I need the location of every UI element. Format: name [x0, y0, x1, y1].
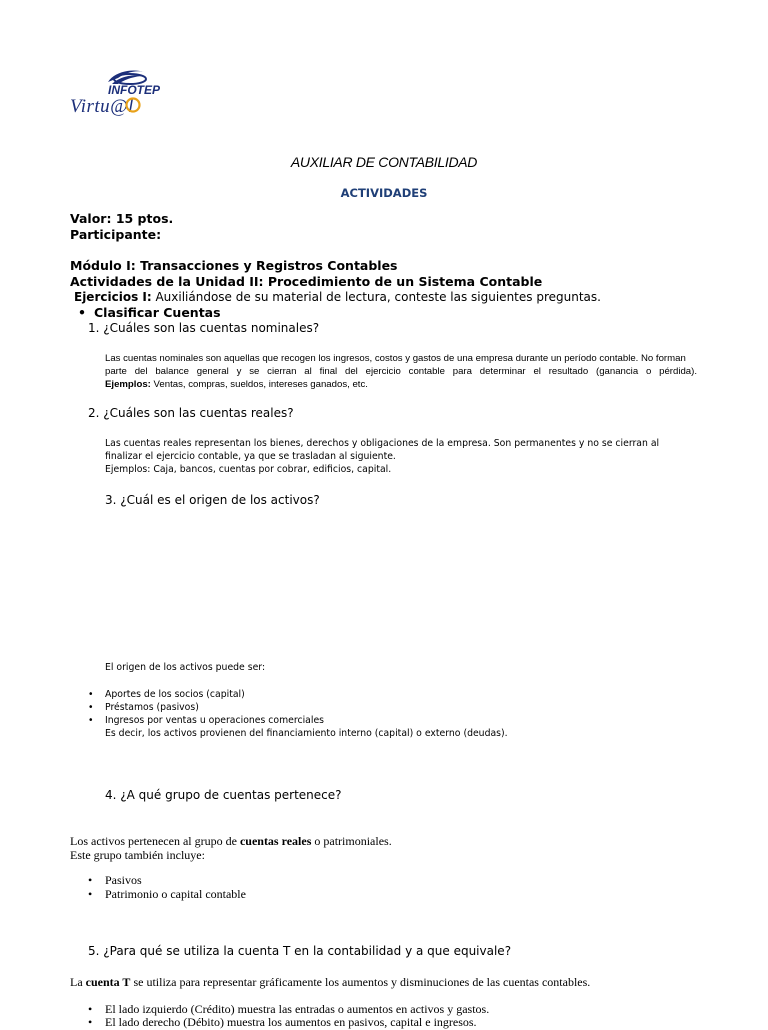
- question-1: 1. ¿Cuáles son las cuentas nominales?: [88, 321, 320, 335]
- q1-examples: [105, 379, 368, 390]
- q3-item-3-text: Ingresos por ventas u operaciones comerciales: [105, 715, 325, 726]
- q5-answer-line-1: [70, 975, 590, 990]
- logo-swoosh: [108, 70, 146, 84]
- q4-answer-line-2: Este grupo también incluye:: [70, 848, 205, 862]
- bullet-dot: •: [78, 305, 86, 320]
- q5-line1-post: se utiliza para representar gráficamente los aumentos y disminuciones de las cuentas contables.: [130, 975, 591, 989]
- q3-item-1-text: Aportes de los socios (capital): [105, 689, 245, 700]
- q3-item-1: [88, 689, 245, 700]
- modulo-line: Módulo I: Transacciones y Registros Contables: [70, 258, 398, 273]
- q4-line1-pre: Los activos pertenecen al grupo de: [70, 834, 240, 848]
- question-5: 5. ¿Para qué se utiliza la cuenta T en la contabilidad y a que equivale?: [88, 944, 512, 958]
- q2-answer-line-3: Ejemplos: Caja, bancos, cuentas por cobrar, edificios, capital.: [105, 464, 392, 475]
- document-subtitle: ACTIVIDADES: [340, 186, 428, 200]
- q4-line1-post: o patrimoniales.: [311, 834, 392, 848]
- bullet-dot: •: [88, 887, 93, 901]
- q3-item-2: [88, 702, 199, 713]
- bullet-dot: •: [88, 715, 94, 726]
- q4-item-1-text: Pasivos: [105, 873, 142, 887]
- q5-item-2-text: El lado derecho (Débito) muestra los aumentos en pasivos, capital e ingresos.: [105, 1015, 477, 1029]
- ejercicios-text: Auxiliándose de su material de lectura, conteste las siguientes preguntas.: [151, 290, 601, 304]
- q5-line1-pre: La: [70, 975, 86, 989]
- unidad-line: Actividades de la Unidad II: Procedimiento de un Sistema Contable: [70, 274, 543, 289]
- bullet-dot: •: [88, 873, 93, 887]
- valor-line: Valor: 15 ptos.: [70, 211, 174, 226]
- question-2: 2. ¿Cuáles son las cuentas reales?: [88, 406, 294, 420]
- q3-intro: El origen de los activos puede ser:: [105, 662, 266, 673]
- question-4: 4. ¿A qué grupo de cuentas pertenece?: [105, 788, 342, 802]
- q3-item-3: [88, 715, 325, 726]
- logo-script-text: Virtu@l: [70, 96, 134, 117]
- q5-line1-bold: cuenta T: [85, 975, 131, 989]
- bullet-dot: •: [88, 1015, 93, 1029]
- q4-item-2: [88, 887, 246, 902]
- q4-item-1: [88, 873, 142, 888]
- clasificar-text: Clasificar Cuentas: [94, 305, 221, 320]
- bullet-dot: •: [88, 689, 94, 700]
- q1-answer-line-1: Las cuentas nominales son aquellas que recogen los ingresos, costos y gastos de una empresa durante un período contable. No forman: [105, 353, 686, 364]
- q1-examples-label: Ejemplos:: [105, 379, 151, 390]
- participante-line: Participante:: [70, 227, 162, 242]
- clasificar-heading: [78, 305, 221, 320]
- ejercicios-line: [74, 290, 601, 304]
- infotep-virtual-logo: [68, 66, 160, 122]
- q2-answer-line-2: finalizar el ejercicio contable, ya que se trasladan al siguiente.: [105, 451, 396, 462]
- q3-item-2-text: Préstamos (pasivos): [105, 702, 199, 713]
- logo-top-text: INFOTEP: [108, 83, 160, 97]
- q4-answer-line-1: [70, 834, 392, 849]
- q2-answer-line-1: Las cuentas reales representan los bienes, derechos y obligaciones de la empresa. Son permanentes y no se cierran al: [105, 438, 660, 449]
- document-title: AUXILIAR DE CONTABILIDAD: [290, 154, 478, 170]
- q4-line1-bold: cuentas reales: [239, 834, 312, 848]
- q3-tail: Es decir, los activos provienen del financiamiento interno (capital) o externo (deudas).: [105, 728, 508, 739]
- q4-item-2-text: Patrimonio o capital contable: [105, 887, 246, 901]
- question-3: 3. ¿Cuál es el origen de los activos?: [105, 493, 320, 507]
- q5-item-2: [88, 1015, 477, 1030]
- bullet-dot: •: [88, 702, 94, 713]
- bullet-dot: •: [88, 1002, 93, 1016]
- q5-item-1-text: El lado izquierdo (Crédito) muestra las entradas o aumentos en activos y gastos.: [105, 1002, 490, 1016]
- ejercicios-label: Ejercicios I:: [74, 290, 152, 304]
- q1-examples-text: Ventas, compras, sueldos, intereses ganados, etc.: [150, 379, 368, 390]
- q1-answer-line-2: parte del balance general y se cierran al final del ejercicio contable para determinar el resultado (ganancia o pérdida).: [105, 366, 697, 377]
